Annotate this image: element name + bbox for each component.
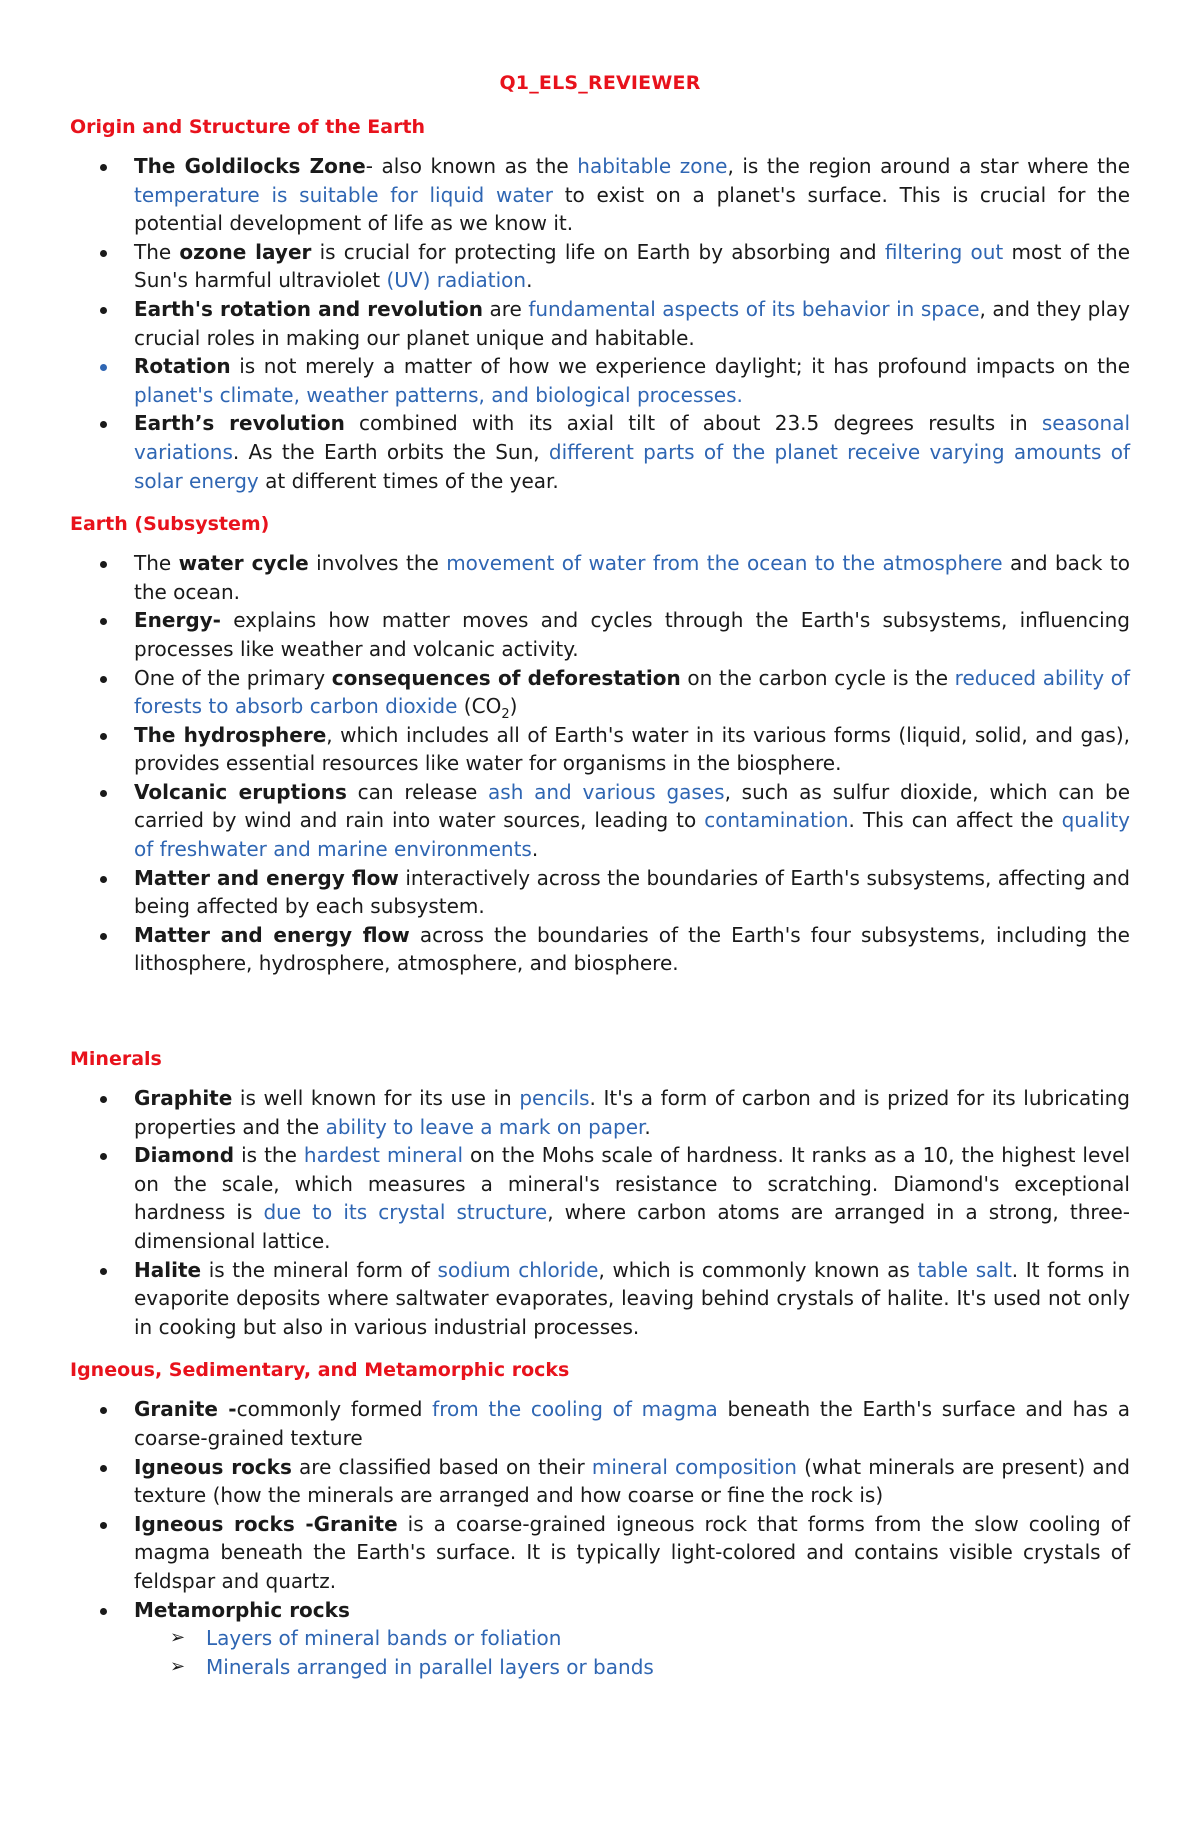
highlight-span: quality of freshwater and marine environments [134, 808, 1130, 862]
bullet-icon [100, 676, 107, 683]
term: Matter and energy flow [134, 922, 410, 947]
list-item [70, 295, 1130, 352]
bullet-icon [100, 1522, 107, 1529]
list-item [70, 549, 1130, 606]
bullet-icon [100, 561, 107, 568]
bullet-icon [100, 364, 107, 371]
text-span: to exist on a planet's surface. This is crucial for the potential development of life as we know it. [134, 182, 1130, 236]
text-span: explains how matter moves and cycles through the Earth's subsystems, influencing processes like weather and volcanic activity. [134, 608, 1130, 661]
text-span: commonly formed [236, 1397, 433, 1422]
highlight-span: due to its crystal structure [263, 1200, 548, 1225]
text-span: (what minerals are present) and texture (how the minerals are arranged and how coarse or fine the rock is) [134, 1454, 1130, 1508]
rocks-list [70, 1395, 1130, 1681]
sub-list-item [134, 1653, 1130, 1682]
highlight-span: temperature is suitable for liquid water [134, 182, 553, 207]
highlight-span: planet's climate, weather patterns, and biological processes. [134, 382, 743, 407]
highlight-span: table salt [917, 1257, 1012, 1282]
text-span: beneath the Earth's surface and has a coarse-grained texture [134, 1397, 1130, 1450]
list-item [70, 864, 1130, 921]
term: Granite - [134, 1397, 237, 1422]
text-span: are [482, 296, 529, 321]
highlight-span: seasonal variations [134, 411, 1130, 464]
text-span: The [134, 239, 180, 264]
text-span: . It's a form of carbon and is prized for its lubricating properties and the [134, 1086, 1130, 1139]
bullet-icon [100, 933, 107, 940]
bullet-icon [100, 1153, 107, 1160]
sub-list [134, 1624, 1130, 1681]
subsystem-list [70, 549, 1130, 978]
list-item [70, 352, 1130, 409]
text-span: combined with its axial tilt of about 23.5 degrees results in [344, 411, 1042, 436]
highlight-span: reduced ability of forests to absorb carbon dioxide [134, 665, 1131, 719]
origin-list [70, 152, 1130, 495]
list-item [70, 1084, 1130, 1141]
highlight-span: filtering out [884, 239, 1004, 264]
text-span: , is the region around a star where the [727, 154, 1131, 178]
bullet-icon [100, 307, 107, 314]
bullet-icon [100, 790, 107, 797]
sub-item-text: Layers of mineral bands or foliation [206, 1626, 562, 1651]
term: The Goldilocks Zone [134, 154, 366, 178]
list-item [70, 409, 1130, 495]
list-item [70, 1256, 1130, 1342]
highlight-span: sodium chloride [437, 1257, 599, 1282]
list-item [70, 1596, 1130, 1682]
term: Energy- [134, 608, 221, 633]
term: Earth’s revolution [134, 411, 345, 436]
highlight-span: contamination [704, 808, 849, 833]
term: Earth's rotation and revolution [134, 296, 483, 321]
text-span: , and they play crucial roles in making our planet unique and habitable. [134, 296, 1131, 350]
text-span: are classified based on their [291, 1454, 592, 1479]
term: Diamond [134, 1143, 235, 1168]
bullet-icon [100, 1268, 107, 1275]
highlight-span: (UV) radiation [386, 268, 527, 293]
term: water cycle [178, 551, 309, 576]
highlight-span: from the cooling of magma [432, 1397, 718, 1422]
highlight-span: habitable zone [577, 154, 728, 178]
list-item [70, 1141, 1130, 1255]
list-item [70, 152, 1130, 238]
text-span: , such as sulfur dioxide, which can be carried by wind and rain into water sources, leading to [134, 779, 1130, 833]
highlight-span: different parts of the planet receive varying amounts of solar energy [134, 439, 1130, 493]
term: Metamorphic rocks [134, 1597, 350, 1622]
arrow-bullet-icon: ➢ [170, 1627, 186, 1649]
highlight-span: pencils [519, 1086, 590, 1111]
list-item [70, 1453, 1130, 1510]
bullet-icon [100, 421, 107, 428]
term: Rotation [134, 354, 231, 379]
text-span: , where carbon atoms are arranged in a strong, three-dimensional lattice. [134, 1200, 1130, 1253]
term: Igneous rocks [134, 1454, 292, 1479]
text-span: is crucial for protecting life on Earth by absorbing and [311, 239, 885, 264]
text-span: and back to the ocean. [134, 551, 1130, 604]
bullet-icon [100, 1407, 107, 1414]
bullet-icon [100, 876, 107, 883]
text-span: , which includes all of Earth's water in its various forms (liquid, solid, and gas), provides essential resources like water for organisms in the biosphere. [134, 722, 1130, 776]
highlight-span: ability to leave a mark on paper [325, 1114, 645, 1139]
text-span: . This can affect the [848, 808, 1062, 833]
spacer [70, 996, 1130, 1048]
bullet-icon [100, 733, 107, 740]
list-item [70, 921, 1130, 978]
section-heading-rocks: Igneous, Sedimentary, and Metamorphic rocks [70, 1359, 570, 1382]
list-item [70, 1510, 1130, 1596]
text-span: at different times of the year. [258, 468, 559, 493]
highlight-span: movement of water from the ocean to the atmosphere [446, 551, 1003, 576]
text-span: involves the [308, 551, 447, 576]
text-span: . [526, 268, 533, 293]
highlight-span: ash and various gases [488, 779, 725, 804]
term: Igneous rocks -Granite [134, 1511, 398, 1536]
text-span: on the carbon cycle is the [680, 665, 955, 690]
sub-list-item [134, 1624, 1130, 1653]
term: Graphite [134, 1086, 233, 1111]
list-item [70, 664, 1130, 721]
arrow-bullet-icon: ➢ [170, 1655, 186, 1677]
text-span: . As the Earth orbits the Sun, [232, 439, 549, 464]
bullet-icon [100, 618, 107, 625]
highlight-span: fundamental aspects of its behavior in space [528, 296, 980, 321]
text-span: . [531, 837, 539, 862]
term: Matter and energy flow [134, 865, 399, 890]
highlight-span: hardest mineral [303, 1143, 464, 1168]
minerals-list [70, 1084, 1130, 1341]
list-item [70, 778, 1130, 864]
text-span: ) [509, 694, 518, 719]
text-span: , which is commonly known as [598, 1257, 918, 1282]
text-span: interactively across the boundaries of Earth's subsystems, affecting and being affected by each subsystem. [134, 865, 1130, 919]
text-span: is well known for its use in [232, 1086, 520, 1111]
term: ozone layer [179, 239, 312, 264]
text-span: most of the Sun's harmful ultraviolet [134, 239, 1130, 293]
bullet-icon [100, 164, 107, 171]
subscript: 2 [501, 707, 510, 723]
text-span: can release [346, 779, 489, 804]
list-item [70, 606, 1130, 663]
section-heading-subsystem: Earth (Subsystem) [70, 513, 270, 536]
text-span: . [644, 1114, 651, 1139]
text-span: is a coarse-grained igneous rock that forms from the slow cooling of magma beneath the Earth's surface. It is typically light-colored and contains visible crystals of feldspar and quartz. [134, 1511, 1131, 1593]
bullet-icon [100, 1096, 107, 1103]
list-item [70, 238, 1130, 295]
text-span: One of the primary [134, 665, 332, 690]
sub-item-text: Minerals arranged in parallel layers or bands [206, 1654, 654, 1679]
bullet-icon [100, 1608, 107, 1615]
bullet-icon [100, 1465, 107, 1472]
section-heading-origin: Origin and Structure of the Earth [70, 116, 426, 138]
text-span: is the mineral form of [201, 1257, 438, 1282]
bullet-icon [100, 250, 107, 257]
text-span: on the Mohs scale of hardness. It ranks as a 10, the highest level on the scale, which measures a mineral's resistance to scratching. Diamond's exceptional hardness is [134, 1143, 1130, 1225]
document-title: Q1_ELS_REVIEWER [499, 72, 701, 94]
text-span: is not merely a matter of how we experience daylight; it has profound impacts on the [230, 354, 1130, 379]
term: The hydrosphere [134, 722, 327, 747]
text-span: The [134, 551, 179, 576]
section-heading-minerals: Minerals [70, 1048, 162, 1071]
text-span: . It forms in evaporite deposits where saltwater evaporates, leaving behind crystals of halite. It's used not only in cooking but also in various industrial processes. [134, 1257, 1131, 1339]
term: consequences of deforestation [331, 665, 681, 690]
term: Halite [134, 1257, 202, 1282]
highlight-span: mineral composition [591, 1454, 797, 1479]
text-span: is the [234, 1143, 304, 1168]
text-span: (CO [457, 694, 502, 719]
text-span: - also known as the [365, 154, 578, 178]
list-item [70, 721, 1130, 778]
text-span: across the boundaries of the Earth's four subsystems, including the lithosphere, hydrosphere, atmosphere, and biosphere. [134, 922, 1130, 976]
list-item [70, 1395, 1130, 1452]
term: Volcanic eruptions [134, 779, 347, 804]
